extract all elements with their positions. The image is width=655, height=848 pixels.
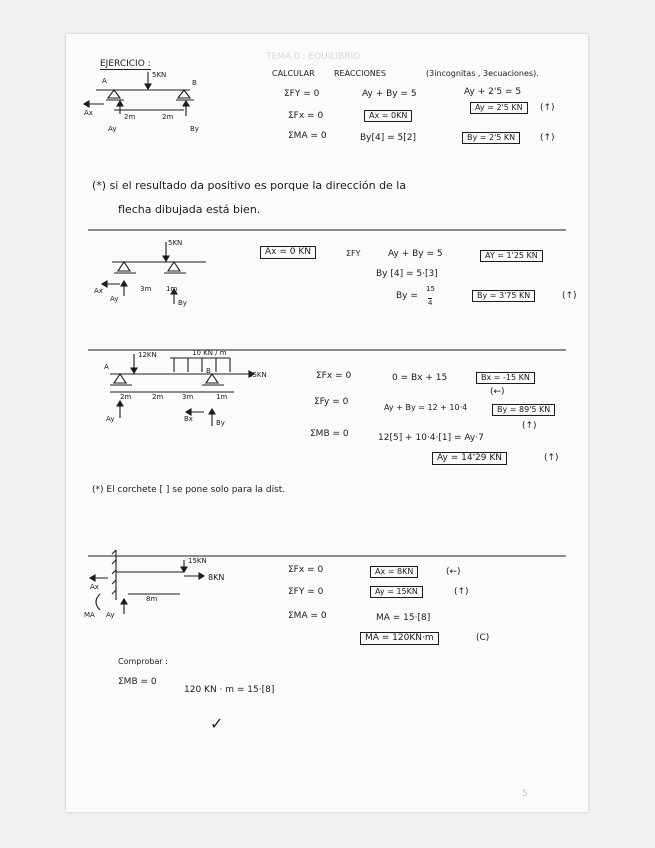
checkmark-icon: ✓ bbox=[210, 714, 224, 733]
fy-expr-2: Ay + By = 5 bbox=[388, 249, 443, 259]
mb-expr-3: 12[5] + 10·4·[1] = Ay·7 bbox=[378, 433, 484, 443]
bx-result-3: Bx = -15 KN bbox=[476, 372, 535, 384]
by-denominator: 4 bbox=[428, 299, 433, 307]
calc-header: CALCULAR bbox=[272, 69, 315, 78]
notebook-page bbox=[66, 34, 588, 812]
label-ay: Ay bbox=[108, 125, 117, 133]
note-line-1: (*) si el resultado da positivo es porque la dirección de la bbox=[92, 179, 407, 192]
label-ax: Ax bbox=[84, 109, 93, 117]
note-line-2: flecha dibujada está bien. bbox=[118, 203, 261, 216]
ay-result-4: Ay = 15KN bbox=[370, 586, 423, 598]
header-note: (3incognitas , 3ecuaciones). bbox=[426, 69, 539, 78]
page-number: 5 bbox=[522, 789, 528, 799]
beam-diagrams bbox=[66, 34, 588, 812]
eq1-expr2: Ay + 2'5 = 5 bbox=[464, 87, 522, 97]
label-a: A bbox=[102, 77, 107, 85]
span-s2: 2m bbox=[152, 393, 164, 401]
dist-load: 10 KN / m bbox=[192, 349, 227, 357]
span-s1: 2m bbox=[120, 393, 132, 401]
label-b: B bbox=[192, 79, 197, 87]
ay-dir-1: (↑) bbox=[540, 103, 555, 113]
eq1-label: ΣFY = 0 bbox=[284, 89, 320, 99]
ma-dir-4: (C) bbox=[476, 633, 490, 643]
ax-dir-4: (←) bbox=[446, 567, 461, 577]
by-result-2: By = 3'75 KN bbox=[472, 290, 535, 302]
load-8kn: 8KN bbox=[208, 573, 225, 582]
span-s3: 3m bbox=[182, 393, 194, 401]
check-label: ΣMB = 0 bbox=[118, 677, 157, 687]
ax-result-2: Ax = 0 KN bbox=[260, 246, 316, 259]
fx-label-4: ΣFx = 0 bbox=[288, 565, 324, 575]
eq2-label: ΣFx = 0 bbox=[288, 111, 324, 121]
span-8m: 8m bbox=[146, 595, 158, 603]
ax-result-1: Ax = 0KN bbox=[364, 110, 412, 122]
fx-label-3: ΣFx = 0 bbox=[316, 371, 352, 381]
span-2m-b: 2m bbox=[162, 113, 174, 121]
label-ax-4: Ax bbox=[90, 583, 99, 591]
moment-expr-2: By [4] = 5·[3] bbox=[376, 269, 438, 279]
span-1m: 1m bbox=[166, 285, 178, 293]
load-5kn-2: 5KN bbox=[168, 239, 183, 247]
label-bx-3: Bx bbox=[184, 415, 193, 423]
ay-dir-3: (↑) bbox=[544, 453, 559, 463]
fy-label-2: ΣFY bbox=[346, 249, 361, 258]
ghost-header: TEMA 0 : EQUILIBRIO bbox=[266, 52, 361, 62]
check-title: Comprobar : bbox=[118, 657, 168, 666]
eq1-expr: Ay + By = 5 bbox=[362, 89, 417, 99]
fy-label-4: ΣFY = 0 bbox=[288, 587, 324, 597]
exercise-title: EJERCICIO : bbox=[100, 59, 151, 69]
label-by-2: By bbox=[178, 299, 187, 307]
ma-label-4: ΣMA = 0 bbox=[288, 611, 327, 621]
check-expr: 120 KN · m = 15·[8] bbox=[184, 685, 275, 695]
by-dir-2: (↑) bbox=[562, 291, 577, 301]
eq3-expr: By[4] = 5[2] bbox=[360, 133, 416, 143]
label-by-3: By bbox=[216, 419, 225, 427]
side-load: 15KN bbox=[248, 371, 267, 379]
span-s4: 1m bbox=[216, 393, 228, 401]
label-by: By bbox=[190, 125, 199, 133]
label-ma-4: MA bbox=[84, 611, 95, 619]
by-numerator: 15 bbox=[426, 285, 435, 293]
bx-dir-3: (←) bbox=[490, 387, 505, 397]
mb-label-3: ΣMB = 0 bbox=[310, 429, 349, 439]
roller-support-b bbox=[178, 90, 190, 98]
label-ax-2: Ax bbox=[94, 287, 103, 295]
by-prefix-2: By = bbox=[396, 291, 418, 301]
load-12kn: 12KN bbox=[138, 351, 157, 359]
ma-result-4: MA = 120KN·m bbox=[360, 632, 439, 645]
ax-result-4: Ax = 8KN bbox=[370, 566, 418, 578]
load-15kn: 15KN bbox=[188, 557, 207, 565]
ay-result-2: AY = 1'25 KN bbox=[480, 250, 543, 262]
label-ay-3: Ay bbox=[106, 415, 115, 423]
by-result-3: By = 89'5 KN bbox=[492, 404, 555, 416]
load-5kn: 5KN bbox=[152, 71, 167, 79]
label-a-3: A bbox=[104, 363, 109, 371]
by-dir-1: (↑) bbox=[540, 133, 555, 143]
ma-expr-4: MA = 15·[8] bbox=[376, 613, 431, 623]
ay-dir-4: (↑) bbox=[454, 587, 469, 597]
reactions-header: REACCIONES bbox=[334, 69, 386, 78]
label-ay-4: Ay bbox=[106, 611, 115, 619]
fy-label-3: ΣFy = 0 bbox=[314, 397, 349, 407]
span-3m: 3m bbox=[140, 285, 152, 293]
bracket-note: (*) El corchete [ ] se pone solo para la dist. bbox=[92, 485, 286, 495]
fx-expr-3: 0 = Bx + 15 bbox=[392, 373, 448, 383]
span-2m-a: 2m bbox=[124, 113, 136, 121]
pin-support-a bbox=[108, 90, 120, 98]
label-b-3: B bbox=[206, 367, 211, 375]
ay-result-1: Ay = 2'5 KN bbox=[470, 102, 528, 114]
pin-support-a2 bbox=[118, 262, 130, 271]
by-dir-3: (↑) bbox=[522, 421, 537, 431]
fy-expr-3: Ay + By = 12 + 10·4 bbox=[384, 403, 468, 412]
label-ay-2: Ay bbox=[110, 295, 119, 303]
by-result-1: By = 2'5 KN bbox=[462, 132, 520, 144]
eq3-label: ΣMA = 0 bbox=[288, 131, 327, 141]
ay-result-3: Ay = 14'29 KN bbox=[432, 452, 507, 465]
pin-support-b2 bbox=[168, 262, 180, 271]
